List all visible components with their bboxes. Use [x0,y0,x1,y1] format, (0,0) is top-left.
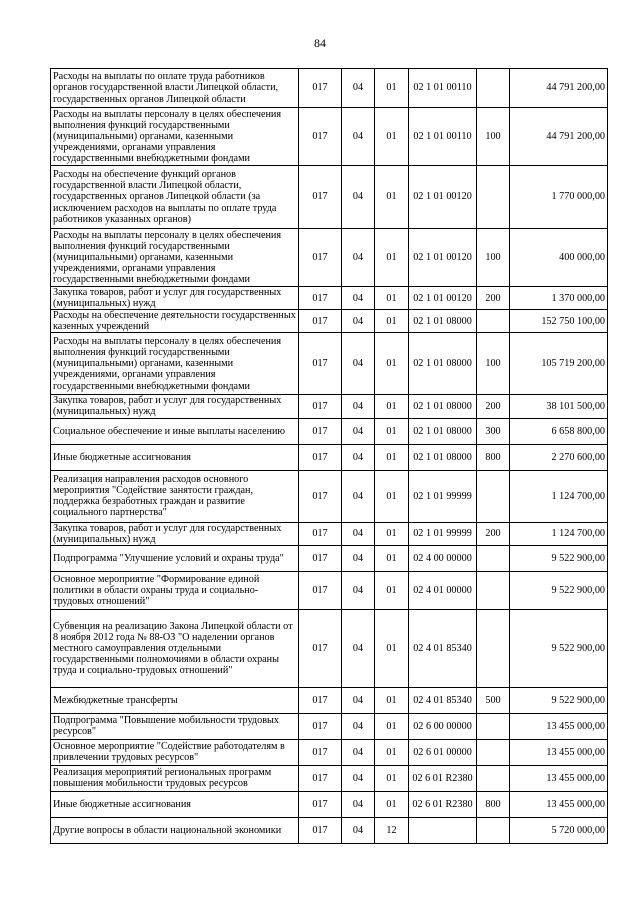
subsection-code-cell: 01 [375,310,409,333]
expense-type-cell [477,310,510,333]
expense-type-cell [477,69,510,108]
target-article-cell: 02 1 01 00120 [409,229,477,287]
amount-cell: 13 455 000,00 [510,791,608,817]
table-row [51,108,608,166]
amount-cell: 9 522 900,00 [510,687,608,713]
section-code-cell: 04 [342,229,375,287]
target-article-cell: 02 4 00 00000 [409,545,477,571]
ministry-code-cell: 017 [299,108,342,166]
ministry-code-cell: 017 [299,687,342,713]
row-name-cell: Социальное обеспечение и иные выплаты населению [51,418,299,444]
section-code-cell: 04 [342,713,375,739]
section-code-cell: 04 [342,571,375,609]
table-row [51,817,608,843]
ministry-code-cell: 017 [299,333,342,395]
target-article-cell: 02 1 01 00110 [409,108,477,166]
expense-type-cell: 200 [477,522,510,545]
amount-cell: 1 370 000,00 [510,287,608,310]
ministry-code-cell: 017 [299,571,342,609]
section-code-cell: 04 [342,310,375,333]
amount-cell: 6 658 800,00 [510,418,608,444]
page-number: 84 [314,36,326,50]
ministry-code-cell: 017 [299,418,342,444]
subsection-code-cell: 01 [375,333,409,395]
target-article-cell: 02 1 01 08000 [409,333,477,395]
section-code-cell: 04 [342,739,375,765]
row-name-cell: Подпрограмма "Улучшение условий и охраны труда" [51,545,299,571]
section-code-cell: 04 [342,791,375,817]
budget-table-body [51,69,608,844]
section-code-cell: 04 [342,69,375,108]
section-code-cell: 04 [342,687,375,713]
row-name-cell: Реализация направления расходов основного мероприятия "Содействие занятости граждан, поддержка безработных граждан и развитие социального партнерства" [51,470,299,522]
section-code-cell: 04 [342,108,375,166]
subsection-code-cell: 01 [375,713,409,739]
amount-cell: 5 720 000,00 [510,817,608,843]
table-row [51,609,608,687]
target-article-cell: 02 1 01 99999 [409,470,477,522]
row-name-cell: Иные бюджетные ассигнования [51,444,299,470]
table-row [51,522,608,545]
section-code-cell: 04 [342,166,375,229]
ministry-code-cell: 017 [299,817,342,843]
target-article-cell: 02 1 01 00120 [409,166,477,229]
table-row [51,444,608,470]
expense-type-cell [477,713,510,739]
target-article-cell [409,817,477,843]
subsection-code-cell: 01 [375,571,409,609]
row-name-cell: Другие вопросы в области национальной экономики [51,817,299,843]
target-article-cell: 02 4 01 00000 [409,571,477,609]
target-article-cell: 02 6 01 R2380 [409,791,477,817]
expense-type-cell: 100 [477,108,510,166]
ministry-code-cell: 017 [299,395,342,418]
row-name-cell: Межбюджетные трансферты [51,687,299,713]
amount-cell: 1 124 700,00 [510,522,608,545]
row-name-cell: Основное мероприятие "Содействие работодателям в привлечении трудовых ресурсов" [51,739,299,765]
expense-type-cell [477,571,510,609]
section-code-cell: 04 [342,545,375,571]
target-article-cell: 02 1 01 08000 [409,310,477,333]
subsection-code-cell: 01 [375,545,409,571]
ministry-code-cell: 017 [299,791,342,817]
subsection-code-cell: 01 [375,69,409,108]
table-row [51,739,608,765]
subsection-code-cell: 01 [375,444,409,470]
subsection-code-cell: 01 [375,395,409,418]
subsection-code-cell: 01 [375,765,409,791]
amount-cell: 1 124 700,00 [510,470,608,522]
amount-cell: 400 000,00 [510,229,608,287]
amount-cell: 1 770 000,00 [510,166,608,229]
expense-type-cell: 800 [477,444,510,470]
section-code-cell: 04 [342,470,375,522]
ministry-code-cell: 017 [299,765,342,791]
row-name-cell: Закупка товаров, работ и услуг для государственных (муниципальных) нужд [51,395,299,418]
table-row [51,229,608,287]
table-row [51,571,608,609]
amount-cell: 38 101 500,00 [510,395,608,418]
table-row [51,545,608,571]
expense-type-cell: 300 [477,418,510,444]
table-row [51,287,608,310]
target-article-cell: 02 6 01 R2380 [409,765,477,791]
subsection-code-cell: 01 [375,418,409,444]
table-row [51,713,608,739]
ministry-code-cell: 017 [299,545,342,571]
target-article-cell: 02 6 01 00000 [409,739,477,765]
subsection-code-cell: 01 [375,609,409,687]
ministry-code-cell: 017 [299,69,342,108]
row-name-cell: Основное мероприятие "Формирование единой политики в области охраны труда и социально-трудовых отношений" [51,571,299,609]
amount-cell: 105 719 200,00 [510,333,608,395]
subsection-code-cell: 01 [375,470,409,522]
expense-type-cell [477,166,510,229]
row-name-cell: Закупка товаров, работ и услуг для государственных (муниципальных) нужд [51,522,299,545]
row-name-cell: Закупка товаров, работ и услуг для государственных (муниципальных) нужд [51,287,299,310]
target-article-cell: 02 1 01 99999 [409,522,477,545]
row-name-cell: Иные бюджетные ассигнования [51,791,299,817]
table-row [51,166,608,229]
section-code-cell: 04 [342,609,375,687]
subsection-code-cell: 01 [375,166,409,229]
target-article-cell: 02 1 01 00120 [409,287,477,310]
ministry-code-cell: 017 [299,287,342,310]
row-name-cell: Расходы на выплаты персоналу в целях обеспечения выполнения функций государственными (муниципальными) органами, казенными учреждениями, органами управления государственными внебюджетными фондами [51,333,299,395]
ministry-code-cell: 017 [299,444,342,470]
table-row [51,310,608,333]
table-row [51,687,608,713]
amount-cell: 9 522 900,00 [510,571,608,609]
amount-cell: 9 522 900,00 [510,609,608,687]
target-article-cell: 02 1 01 08000 [409,395,477,418]
subsection-code-cell: 01 [375,522,409,545]
target-article-cell: 02 1 01 00110 [409,69,477,108]
row-name-cell: Подпрограмма "Повышение мобильности трудовых ресурсов" [51,713,299,739]
expense-type-cell: 200 [477,287,510,310]
row-name-cell: Расходы на обеспечение деятельности государственных казенных учреждений [51,310,299,333]
expense-type-cell [477,545,510,571]
ministry-code-cell: 017 [299,229,342,287]
ministry-code-cell: 017 [299,713,342,739]
row-name-cell: Расходы на выплаты персоналу в целях обеспечения выполнения функций государственными (муниципальными) органами, казенными учреждениями, органами управления государственными внебюджетными фондами [51,108,299,166]
ministry-code-cell: 017 [299,522,342,545]
row-name-cell: Расходы на выплаты по оплате труда работников органов государственной власти Липецкой области, государственных органов Липецкой области [51,69,299,108]
amount-cell: 152 750 100,00 [510,310,608,333]
budget-table [50,68,608,844]
table-row [51,333,608,395]
section-code-cell: 04 [342,418,375,444]
expense-type-cell: 100 [477,229,510,287]
amount-cell: 2 270 600,00 [510,444,608,470]
table-row [51,791,608,817]
ministry-code-cell: 017 [299,739,342,765]
target-article-cell: 02 4 01 85340 [409,609,477,687]
amount-cell: 13 455 000,00 [510,713,608,739]
expense-type-cell: 800 [477,791,510,817]
subsection-code-cell: 01 [375,229,409,287]
row-name-cell: Расходы на обеспечение функций органов государственной власти Липецкой области, государственных органов Липецкой области (за исключением расходов на выплаты по оплате труда работников указанных органов) [51,166,299,229]
section-code-cell: 04 [342,765,375,791]
expense-type-cell: 100 [477,333,510,395]
section-code-cell: 04 [342,817,375,843]
expense-type-cell [477,765,510,791]
table-row [51,395,608,418]
row-name-cell: Реализация мероприятий региональных программ повышения мобильности трудовых ресурсов [51,765,299,791]
section-code-cell: 04 [342,444,375,470]
expense-type-cell [477,817,510,843]
row-name-cell: Субвенция на реализацию Закона Липецкой области от 8 ноября 2012 года № 88-ОЗ "О наделении органов местного самоуправления отдельными государственными полномочиями в области охраны труда и социально-трудовых отношений" [51,609,299,687]
table-row [51,69,608,108]
ministry-code-cell: 017 [299,609,342,687]
target-article-cell: 02 4 01 85340 [409,687,477,713]
row-name-cell: Расходы на выплаты персоналу в целях обеспечения выполнения функций государственными (муниципальными) органами, казенными учреждениями, органами управления государственными внебюджетными фондами [51,229,299,287]
amount-cell: 9 522 900,00 [510,545,608,571]
table-row [51,765,608,791]
table-row [51,470,608,522]
ministry-code-cell: 017 [299,166,342,229]
amount-cell: 13 455 000,00 [510,765,608,791]
target-article-cell: 02 1 01 08000 [409,418,477,444]
expense-type-cell [477,609,510,687]
amount-cell: 44 791 200,00 [510,69,608,108]
ministry-code-cell: 017 [299,470,342,522]
subsection-code-cell: 01 [375,287,409,310]
target-article-cell: 02 1 01 08000 [409,444,477,470]
amount-cell: 13 455 000,00 [510,739,608,765]
expense-type-cell [477,739,510,765]
subsection-code-cell: 01 [375,791,409,817]
expense-type-cell: 500 [477,687,510,713]
ministry-code-cell: 017 [299,310,342,333]
table-row [51,418,608,444]
section-code-cell: 04 [342,395,375,418]
amount-cell: 44 791 200,00 [510,108,608,166]
subsection-code-cell: 01 [375,108,409,166]
expense-type-cell: 200 [477,395,510,418]
section-code-cell: 04 [342,333,375,395]
subsection-code-cell: 01 [375,687,409,713]
section-code-cell: 04 [342,522,375,545]
subsection-code-cell: 01 [375,739,409,765]
target-article-cell: 02 6 00 00000 [409,713,477,739]
subsection-code-cell: 12 [375,817,409,843]
expense-type-cell [477,470,510,522]
section-code-cell: 04 [342,287,375,310]
